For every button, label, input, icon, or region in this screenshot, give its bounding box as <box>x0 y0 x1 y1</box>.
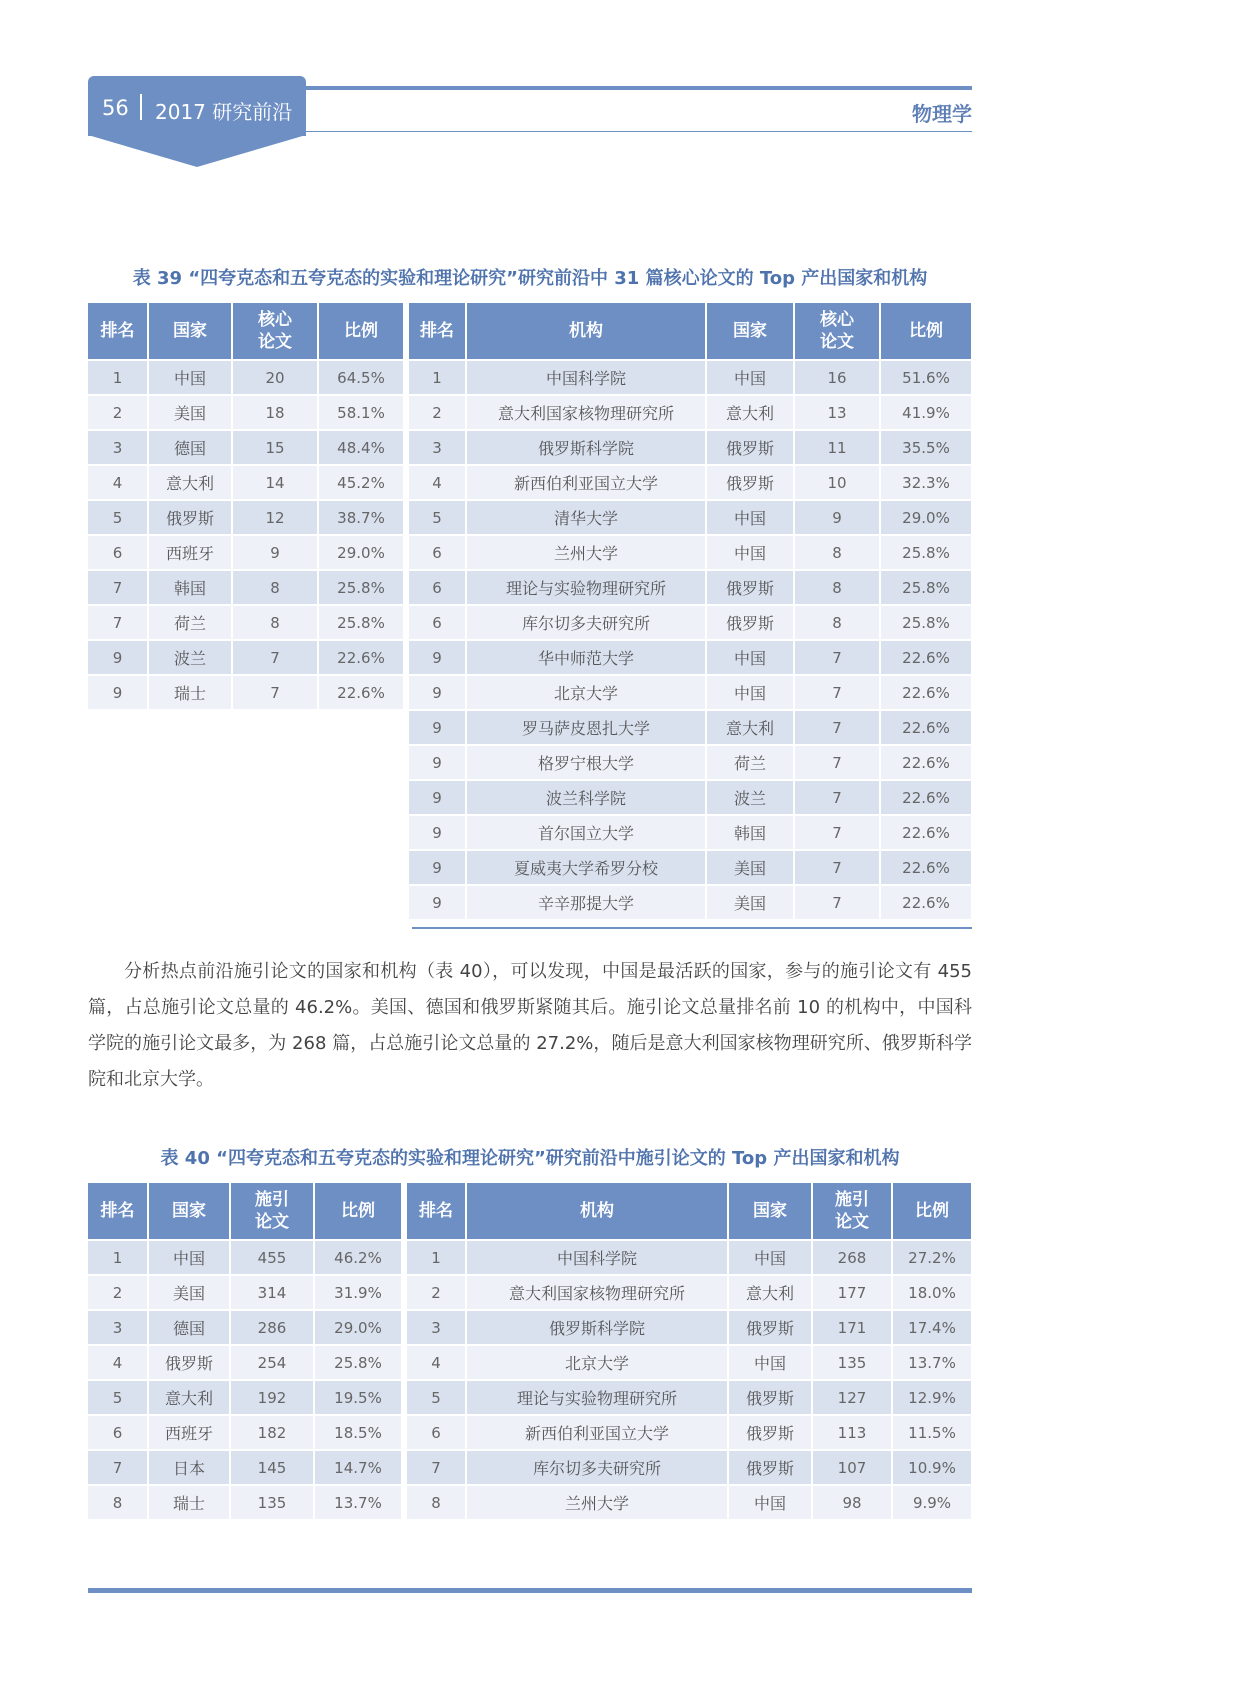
table39-country-cell: 波兰 <box>148 640 232 675</box>
table39-institution-cell: 清华大学 <box>466 500 706 535</box>
table39-country-cell: 西班牙 <box>148 535 232 570</box>
table40-institution-cell: 理论与实验物理研究所 <box>466 1380 728 1415</box>
table39-institution-cell: 7 <box>794 640 880 675</box>
table40-institution-cell: 1 <box>404 1240 466 1275</box>
table40-row <box>88 1415 972 1450</box>
table40-institution-cell: 俄罗斯 <box>728 1380 812 1415</box>
table39-empty-cell <box>88 815 148 850</box>
table40-institution-cell: 7 <box>404 1450 466 1485</box>
table39-institution-cell: 中国 <box>706 360 794 395</box>
table39-empty-cell <box>318 780 406 815</box>
table39-country-cell: 20 <box>232 360 318 395</box>
table40-institution-cell: 171 <box>812 1310 892 1345</box>
table39-empty-cell <box>232 885 318 919</box>
table40-header-cell: 国家 <box>728 1183 812 1240</box>
table39-empty-cell <box>88 850 148 885</box>
table39-empty-cell <box>318 885 406 919</box>
table39-institution-cell: 22.6% <box>880 675 972 710</box>
table39-institution-cell: 10 <box>794 465 880 500</box>
table40-institution-cell: 113 <box>812 1415 892 1450</box>
table39-institution-cell: 22.6% <box>880 640 972 675</box>
table39-empty-cell <box>88 745 148 780</box>
table39-institution-cell: 9 <box>406 885 466 919</box>
table40-country-cell: 日本 <box>148 1450 230 1485</box>
table39-empty-cell <box>232 710 318 745</box>
table39-institution-cell: 兰州大学 <box>466 535 706 570</box>
table39-header-cell: 排名 <box>406 303 466 360</box>
footer-rule <box>88 1588 972 1593</box>
table39-institution-cell: 8 <box>794 535 880 570</box>
table39-country-cell: 9 <box>88 675 148 710</box>
table39-country-cell: 48.4% <box>318 430 406 465</box>
page-header-tab-point <box>88 135 306 167</box>
table39-header-cell: 核心 论文 <box>794 303 880 360</box>
table40-institution-cell: 4 <box>404 1345 466 1380</box>
table40-institution-cell: 2 <box>404 1275 466 1310</box>
table39-row <box>88 885 972 919</box>
table39-country-cell: 3 <box>88 430 148 465</box>
table39-institution-cell: 32.3% <box>880 465 972 500</box>
table39-empty-cell <box>318 815 406 850</box>
table40-institution-cell: 库尔切多夫研究所 <box>466 1450 728 1485</box>
table40-institution-cell: 177 <box>812 1275 892 1310</box>
table39-institution-cell: 俄罗斯 <box>706 465 794 500</box>
table39-institution-cell: 美国 <box>706 850 794 885</box>
table39-header-cell: 机构 <box>466 303 706 360</box>
table39-institution-cell: 6 <box>406 605 466 640</box>
table39-empty-cell <box>148 885 232 919</box>
table39-empty-cell <box>88 780 148 815</box>
table39-institution-cell: 22.6% <box>880 780 972 815</box>
table40-institution-cell: 27.2% <box>892 1240 972 1275</box>
table39-institution-cell: 荷兰 <box>706 745 794 780</box>
table39-row <box>88 815 972 850</box>
table40-row <box>88 1450 972 1485</box>
table39-institution-cell: 7 <box>794 885 880 919</box>
table40-country-cell: 254 <box>230 1345 314 1380</box>
table39-institution-cell: 35.5% <box>880 430 972 465</box>
header-top-rule <box>300 86 972 90</box>
table39-country-cell: 38.7% <box>318 500 406 535</box>
table40-institution-cell: 俄罗斯科学院 <box>466 1310 728 1345</box>
table39-country-cell: 瑞士 <box>148 675 232 710</box>
table39-institution-cell: 华中师范大学 <box>466 640 706 675</box>
table40-country-cell: 1 <box>88 1240 148 1275</box>
table40-institution-cell: 3 <box>404 1310 466 1345</box>
table40-institution-cell: 中国科学院 <box>466 1240 728 1275</box>
table39-empty-cell <box>318 745 406 780</box>
table39-empty-cell <box>88 710 148 745</box>
table39-institution-cell: 韩国 <box>706 815 794 850</box>
table39-institution-cell: 库尔切多夫研究所 <box>466 605 706 640</box>
table39-institution-cell: 4 <box>406 465 466 500</box>
table40-country-cell: 286 <box>230 1310 314 1345</box>
table39-institution-cell: 7 <box>794 780 880 815</box>
table40-country-cell: 美国 <box>148 1275 230 1310</box>
table39-country-cell: 意大利 <box>148 465 232 500</box>
table39-country-cell: 8 <box>232 605 318 640</box>
table39-institution-cell: 中国 <box>706 675 794 710</box>
table39-institution-cell: 25.8% <box>880 570 972 605</box>
table39-institution-cell: 29.0% <box>880 500 972 535</box>
table40-institution-cell: 俄罗斯 <box>728 1415 812 1450</box>
table40-country-cell: 俄罗斯 <box>148 1345 230 1380</box>
table39-row <box>88 465 972 500</box>
table39-institution-cell: 13 <box>794 395 880 430</box>
table40-country-cell: 5 <box>88 1380 148 1415</box>
table39-institution-cell: 波兰科学院 <box>466 780 706 815</box>
table39-country-cell: 1 <box>88 360 148 395</box>
table40-country-cell: 8 <box>88 1485 148 1519</box>
table39-institution-cell: 22.6% <box>880 885 972 919</box>
book-title: 2017 研究前沿 <box>155 100 293 124</box>
table39-institution-cell: 夏威夷大学希罗分校 <box>466 850 706 885</box>
table39-empty-cell <box>88 885 148 919</box>
table39-institution-cell: 9 <box>406 780 466 815</box>
table39-country-cell: 7 <box>232 675 318 710</box>
table39-institution-cell: 6 <box>406 570 466 605</box>
table39-institution-cell: 7 <box>794 850 880 885</box>
table39-country-cell: 14 <box>232 465 318 500</box>
table39-institution-cell: 格罗宁根大学 <box>466 745 706 780</box>
header-bottom-rule <box>300 131 972 132</box>
table39-institution-cell: 22.6% <box>880 815 972 850</box>
table39-institution-cell: 中国 <box>706 535 794 570</box>
table39-empty-cell <box>148 745 232 780</box>
table39-empty-cell <box>232 780 318 815</box>
table39-institution-cell: 首尔国立大学 <box>466 815 706 850</box>
table39-row <box>88 640 972 675</box>
table40-institution-cell: 127 <box>812 1380 892 1415</box>
table39-country-cell: 韩国 <box>148 570 232 605</box>
table39-institution-cell: 25.8% <box>880 605 972 640</box>
table40-header-cell: 国家 <box>148 1183 230 1240</box>
table40-header-cell: 排名 <box>88 1183 148 1240</box>
table39-institution-cell: 俄罗斯 <box>706 570 794 605</box>
table39-header-cell: 核心 论文 <box>232 303 318 360</box>
table39-row <box>88 710 972 745</box>
table40-country-cell: 意大利 <box>148 1380 230 1415</box>
section-name: 物理学 <box>912 102 972 126</box>
table40-country-cell: 314 <box>230 1275 314 1310</box>
table39-row <box>88 605 972 640</box>
table40-country-cell: 18.5% <box>314 1415 404 1450</box>
table40-caption: 表 40 “四夸克态和五夸克态的实验和理论研究”研究前沿中施引论文的 Top 产出国家和机构 <box>160 1148 900 1169</box>
table40-institution-cell: 8 <box>404 1485 466 1519</box>
table39-institution-cell: 中国 <box>706 640 794 675</box>
table39-institution-cell: 22.6% <box>880 710 972 745</box>
table40-institution-cell: 18.0% <box>892 1275 972 1310</box>
table39-institution-cell: 意大利国家核物理研究所 <box>466 395 706 430</box>
table39-row <box>88 675 972 710</box>
table40-header-cell: 机构 <box>466 1183 728 1240</box>
table39-institution-cell: 2 <box>406 395 466 430</box>
table40-institution-cell: 135 <box>812 1345 892 1380</box>
table39-institution-cell: 7 <box>794 675 880 710</box>
table40-institution-cell: 俄罗斯 <box>728 1450 812 1485</box>
table40-institution-cell: 新西伯利亚国立大学 <box>466 1415 728 1450</box>
table40-institution-cell: 中国 <box>728 1485 812 1519</box>
table40-country-cell: 192 <box>230 1380 314 1415</box>
table39-country-cell: 美国 <box>148 395 232 430</box>
table40-country-cell: 19.5% <box>314 1380 404 1415</box>
table40-country-cell: 25.8% <box>314 1345 404 1380</box>
table39-institution-cell: 9 <box>406 640 466 675</box>
table39-empty-cell <box>318 710 406 745</box>
body-paragraph: 分析热点前沿施引论文的国家和机构（表 40），可以发现，中国是最活跃的国家，参与的施引论文有 455 篇，占总施引论文总量的 46.2%。美国、德国和俄罗斯紧随其后。施引论文总量排名前 10 的机构中，中国科学院的施引论文最多，为 268 篇，占总施引论文总量的 27.2%，随后是意大利国家核物理研究所、俄罗斯科学院和北京大学。 <box>88 961 972 1090</box>
table39-country-cell: 7 <box>88 570 148 605</box>
table39-country-cell: 45.2% <box>318 465 406 500</box>
table40-institution-cell: 12.9% <box>892 1380 972 1415</box>
table39-country-cell: 中国 <box>148 360 232 395</box>
table40-institution-cell: 兰州大学 <box>466 1485 728 1519</box>
table39-country-cell: 25.8% <box>318 605 406 640</box>
table40-header-cell: 比例 <box>314 1183 404 1240</box>
table39-country-cell: 荷兰 <box>148 605 232 640</box>
table39-institution-cell: 51.6% <box>880 360 972 395</box>
table40-country-cell: 西班牙 <box>148 1415 230 1450</box>
table40-country-cell: 46.2% <box>314 1240 404 1275</box>
table39-institution-cell: 22.6% <box>880 850 972 885</box>
table39-header-cell: 排名 <box>88 303 148 360</box>
table39-country-cell: 58.1% <box>318 395 406 430</box>
table39-country-cell: 25.8% <box>318 570 406 605</box>
table39-row <box>88 850 972 885</box>
table40-row <box>88 1345 972 1380</box>
table39-institution-cell: 辛辛那提大学 <box>466 885 706 919</box>
table39-institution-cell: 7 <box>794 710 880 745</box>
table40-institution-cell: 5 <box>404 1380 466 1415</box>
table39-country-cell: 29.0% <box>318 535 406 570</box>
table40-country-cell: 13.7% <box>314 1485 404 1519</box>
table40-institution-cell: 俄罗斯 <box>728 1310 812 1345</box>
table39-institution-cell: 中国科学院 <box>466 360 706 395</box>
table39-institution-cell: 11 <box>794 430 880 465</box>
table40-country-cell: 29.0% <box>314 1310 404 1345</box>
table39-row <box>88 395 972 430</box>
table40-country-cell: 7 <box>88 1450 148 1485</box>
table40-country-cell: 135 <box>230 1485 314 1519</box>
table39-empty-cell <box>148 850 232 885</box>
table39-institution-cell: 新西伯利亚国立大学 <box>466 465 706 500</box>
table39-institution-cell: 8 <box>794 570 880 605</box>
table39-country-cell: 5 <box>88 500 148 535</box>
table39-header-cell: 比例 <box>880 303 972 360</box>
table40-institution-cell: 268 <box>812 1240 892 1275</box>
table39-institution-cell: 波兰 <box>706 780 794 815</box>
table40-country-cell: 145 <box>230 1450 314 1485</box>
table39-institution-cell: 俄罗斯科学院 <box>466 430 706 465</box>
table40-institution-cell: 意大利 <box>728 1275 812 1310</box>
table39-row <box>88 570 972 605</box>
table39-institution-cell: 5 <box>406 500 466 535</box>
table39-institution-cell: 7 <box>794 745 880 780</box>
table39-institution-cell: 7 <box>794 815 880 850</box>
table40-country-cell: 中国 <box>148 1240 230 1275</box>
table39-country-cell: 7 <box>232 640 318 675</box>
table39-row <box>88 430 972 465</box>
table39-institution-cell: 41.9% <box>880 395 972 430</box>
table40-country-cell: 14.7% <box>314 1450 404 1485</box>
table40-country-cell: 3 <box>88 1310 148 1345</box>
table39-institution-cell: 罗马萨皮恩扎大学 <box>466 710 706 745</box>
table39-institution-cell: 6 <box>406 535 466 570</box>
table40-header-cell: 施引 论文 <box>812 1183 892 1240</box>
table39-country-cell: 7 <box>88 605 148 640</box>
table39-empty-cell <box>232 850 318 885</box>
table39-institution-cell: 9 <box>406 710 466 745</box>
table40-institution-cell: 中国 <box>728 1345 812 1380</box>
table39-country-cell: 9 <box>232 535 318 570</box>
table39-institution-cell: 3 <box>406 430 466 465</box>
table40-row <box>88 1275 972 1310</box>
table39-institution-cell: 9 <box>794 500 880 535</box>
table39-institution-cell: 北京大学 <box>466 675 706 710</box>
table40-header-cell: 施引 论文 <box>230 1183 314 1240</box>
table39-header-cell: 国家 <box>148 303 232 360</box>
table39-row <box>88 360 972 395</box>
table40-country-cell: 182 <box>230 1415 314 1450</box>
table39-institution-cell: 9 <box>406 745 466 780</box>
table40-country-cell: 德国 <box>148 1310 230 1345</box>
table39-institution-cell: 意大利 <box>706 395 794 430</box>
table40-country-cell: 瑞士 <box>148 1485 230 1519</box>
table40-country-cell: 455 <box>230 1240 314 1275</box>
table40-row <box>88 1380 972 1415</box>
table40-institution-cell: 10.9% <box>892 1450 972 1485</box>
table39-institution-cell: 25.8% <box>880 535 972 570</box>
table39-empty-cell <box>232 815 318 850</box>
table39-country-cell: 15 <box>232 430 318 465</box>
table39-institution-cell: 俄罗斯 <box>706 605 794 640</box>
table40 <box>88 1183 973 1519</box>
table39-empty-cell <box>318 850 406 885</box>
table40-institution-cell: 北京大学 <box>466 1345 728 1380</box>
table39-header-cell: 国家 <box>706 303 794 360</box>
table40-institution-cell: 98 <box>812 1485 892 1519</box>
table39-row <box>88 535 972 570</box>
table39-country-cell: 12 <box>232 500 318 535</box>
table39-institution-cell: 16 <box>794 360 880 395</box>
table39-country-cell: 9 <box>88 640 148 675</box>
table39-country-cell: 18 <box>232 395 318 430</box>
table39-institution-cell: 22.6% <box>880 745 972 780</box>
table39-institution-cell: 8 <box>794 605 880 640</box>
table40-institution-cell: 13.7% <box>892 1345 972 1380</box>
table40-institution-cell: 17.4% <box>892 1310 972 1345</box>
table39-bottom-rule <box>412 927 972 929</box>
table39-institution-cell: 9 <box>406 850 466 885</box>
page-number: 56 <box>102 96 129 120</box>
table40-institution-cell: 6 <box>404 1415 466 1450</box>
table39-header-cell: 比例 <box>318 303 406 360</box>
table40-institution-cell: 9.9% <box>892 1485 972 1519</box>
table39-country-cell: 64.5% <box>318 360 406 395</box>
table39-country-cell: 22.6% <box>318 675 406 710</box>
table40-institution-cell: 意大利国家核物理研究所 <box>466 1275 728 1310</box>
table39-institution-cell: 美国 <box>706 885 794 919</box>
table40-row <box>88 1310 972 1345</box>
table39-country-cell: 俄罗斯 <box>148 500 232 535</box>
table40-header-cell: 排名 <box>404 1183 466 1240</box>
table39-empty-cell <box>148 780 232 815</box>
table39-country-cell: 4 <box>88 465 148 500</box>
table39-row <box>88 745 972 780</box>
table39-country-cell: 8 <box>232 570 318 605</box>
header-divider <box>140 94 142 120</box>
table39-institution-cell: 1 <box>406 360 466 395</box>
table39 <box>88 303 973 919</box>
table40-header-cell: 比例 <box>892 1183 972 1240</box>
table39-country-cell: 22.6% <box>318 640 406 675</box>
table40-institution-cell: 107 <box>812 1450 892 1485</box>
table39-country-cell: 6 <box>88 535 148 570</box>
table39-institution-cell: 9 <box>406 815 466 850</box>
table40-country-cell: 31.9% <box>314 1275 404 1310</box>
table40-country-cell: 2 <box>88 1275 148 1310</box>
table40-institution-cell: 11.5% <box>892 1415 972 1450</box>
table40-country-cell: 4 <box>88 1345 148 1380</box>
table40-country-cell: 6 <box>88 1415 148 1450</box>
table39-empty-cell <box>148 710 232 745</box>
table39-institution-cell: 俄罗斯 <box>706 430 794 465</box>
table39-institution-cell: 中国 <box>706 500 794 535</box>
table39-country-cell: 德国 <box>148 430 232 465</box>
table39-row <box>88 500 972 535</box>
table40-row <box>88 1240 972 1275</box>
table39-caption: 表 39 “四夸克态和五夸克态的实验和理论研究”研究前沿中 31 篇核心论文的 Top 产出国家和机构 <box>132 268 928 289</box>
table39-institution-cell: 理论与实验物理研究所 <box>466 570 706 605</box>
table39-institution-cell: 意大利 <box>706 710 794 745</box>
table39-row <box>88 780 972 815</box>
table39-institution-cell: 9 <box>406 675 466 710</box>
table40-institution-cell: 中国 <box>728 1240 812 1275</box>
table40-row <box>88 1485 972 1519</box>
table39-country-cell: 2 <box>88 395 148 430</box>
table39-empty-cell <box>148 815 232 850</box>
table39-empty-cell <box>232 745 318 780</box>
